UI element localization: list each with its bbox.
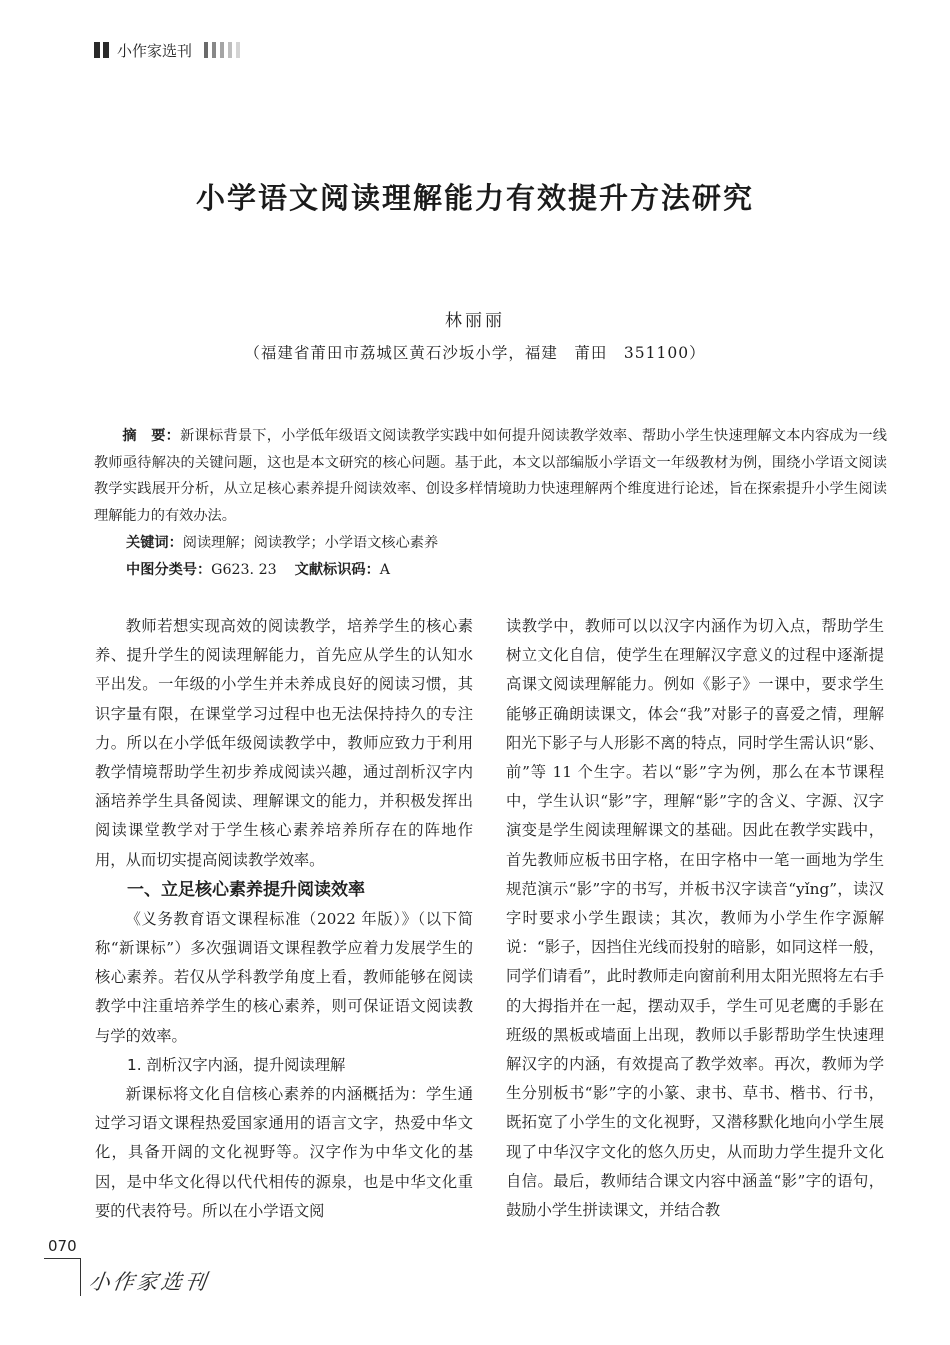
- abstract-label: 摘 要：: [122, 428, 181, 444]
- header-bar-decor: [94, 42, 100, 58]
- body-column-left: [95, 612, 473, 1226]
- header-tick-decor: [236, 42, 240, 58]
- clc-label: 中图分类号：: [126, 562, 212, 578]
- header-tick-decor: [228, 42, 232, 58]
- article-title: 小学语文阅读理解能力有效提升方法研究: [195, 181, 754, 215]
- page-number: 070: [48, 1237, 77, 1255]
- paragraph: 读教学中，教师可以以汉字内涵作为切入点，帮助学生树立文化自信，使学生在理解汉字意义的过程中逐渐提高课文阅读理解能力。例如《影子》一课中，要求学生能够正确朗读课文，体会“我”对影子的喜爱之情，理解阳光下影子与人形影不离的特点，同时学生需认识“影、前”等 11 个生字。若以“影”字为例，那么在本节课程中，学生认识“影”字，理解“影”字的含义、字源、汉字演变是学生阅读理解课文的基础。因此在教学实践中，首先教师应板书田字格，在田字格中一笔一画地为学生规范演示“影”字的书写，并板书汉字读音“yǐng”，读汉字时要求小学生跟读；其次，教师为小学生作字源解说：“影子，因挡住光线而投射的暗影，如同这样一般，同学们请看”，此时教师走向窗前利用太阳光照将左右手的大拇指并在一起，摆动双手，学生可见老鹰的手影在班级的黑板或墙面上出现，教师以手影帮助学生快速理解汉字的内涵，有效提高了教学效率。再次，教师为学生分别板书“影”字的小篆、隶书、草书、楷书、行书，既拓宽了小学生的文化视野，又潜移默化地向小学生展现了中华汉字文化的悠久历史，从而助力学生提升文化自信。最后，教师结合课文内容中涵盖“影”字的语句，鼓励小学生拼读课文，并结合教: [506, 617, 884, 1220]
- header-tick-decor: [212, 42, 216, 58]
- footer-logo: 小作家选刊: [87, 1270, 211, 1294]
- header-bar-decor: [103, 42, 109, 58]
- page-number-rule: [44, 1258, 80, 1259]
- header-tick-decor: [204, 42, 208, 58]
- abstract-text: 新课标背景下，小学低年级语文阅读教学实践中如何提升阅读教学效率、帮助小学生快速理解文本内容成为一线教师亟待解决的关键问题，这也是本文研究的核心问题。基于此，本文以部编版小学语文一年级教材为例，围绕小学语文阅读教学实践展开分析，从立足核心素养提升阅读效率、创设多样情境助力快速理解两个维度进行论述，旨在探索提升小学生阅读理解能力的有效办法。: [94, 428, 887, 524]
- classification: [126, 557, 390, 583]
- clc-value: G623. 23: [211, 562, 277, 578]
- paragraph: 《义务教育语文课程标准（2022 年版）》（以下简称“新课标”）多次强调语文课程教学应着力发展学生的核心素养。若仅从学科教学角度上看，教师能够在阅读教学中注重培养学生的核心素养，则可保证语文阅读教与学的效率。: [95, 909, 473, 1045]
- header-tick-decor: [220, 42, 224, 58]
- author-name: 林丽丽: [445, 311, 505, 331]
- paragraph: 教师若想实现高效的阅读教学，培养学生的核心素养、提升学生的阅读理解能力，首先应从学生的认知水平出发。一年级的小学生并未养成良好的阅读习惯，其识字量有限，在课堂学习过程中也无法保持持久的专注力。所以在小学低年级阅读教学中，教师应致力于利用教学情境帮助学生初步养成阅读兴趣，通过剖析汉字内涵培养学生具备阅读、理解课文的能力，并积极发挥出阅读课堂教学对于学生核心素养培养所存在的阵地作用，从而切实提高阅读教学效率。: [95, 617, 473, 869]
- author-affiliation: （福建省莆田市荔城区黄石沙坂小学，福建 莆田 351100）: [244, 344, 706, 362]
- keywords-text: 阅读理解；阅读教学；小学语文核心素养: [182, 535, 439, 551]
- paragraph: 新课标将文化自信核心素养的内涵概括为：学生通过学习语文课程热爱国家通用的语言文字，热爱中华文化，具备开阔的文化视野等。汉字作为中华文化的基因，是中华文化得以代代相传的源泉，也是中华文化重要的代表符号。所以在小学语文阅: [95, 1085, 473, 1220]
- abstract: [94, 423, 887, 529]
- subsection-heading: 1. 剖析汉字内涵，提升阅读理解: [127, 1055, 346, 1074]
- journal-name: 小作家选刊: [117, 41, 193, 60]
- keywords-label: 关键词：: [126, 535, 183, 551]
- body-column-right: [506, 612, 884, 1225]
- keywords: [126, 530, 438, 556]
- doc-code-label: 文献标识码：: [294, 562, 380, 578]
- page-number-rule: [80, 1258, 81, 1296]
- doc-code-value: A: [379, 562, 391, 578]
- section-heading: 一、立足核心素养提升阅读效率: [127, 879, 365, 900]
- running-header: [94, 38, 244, 62]
